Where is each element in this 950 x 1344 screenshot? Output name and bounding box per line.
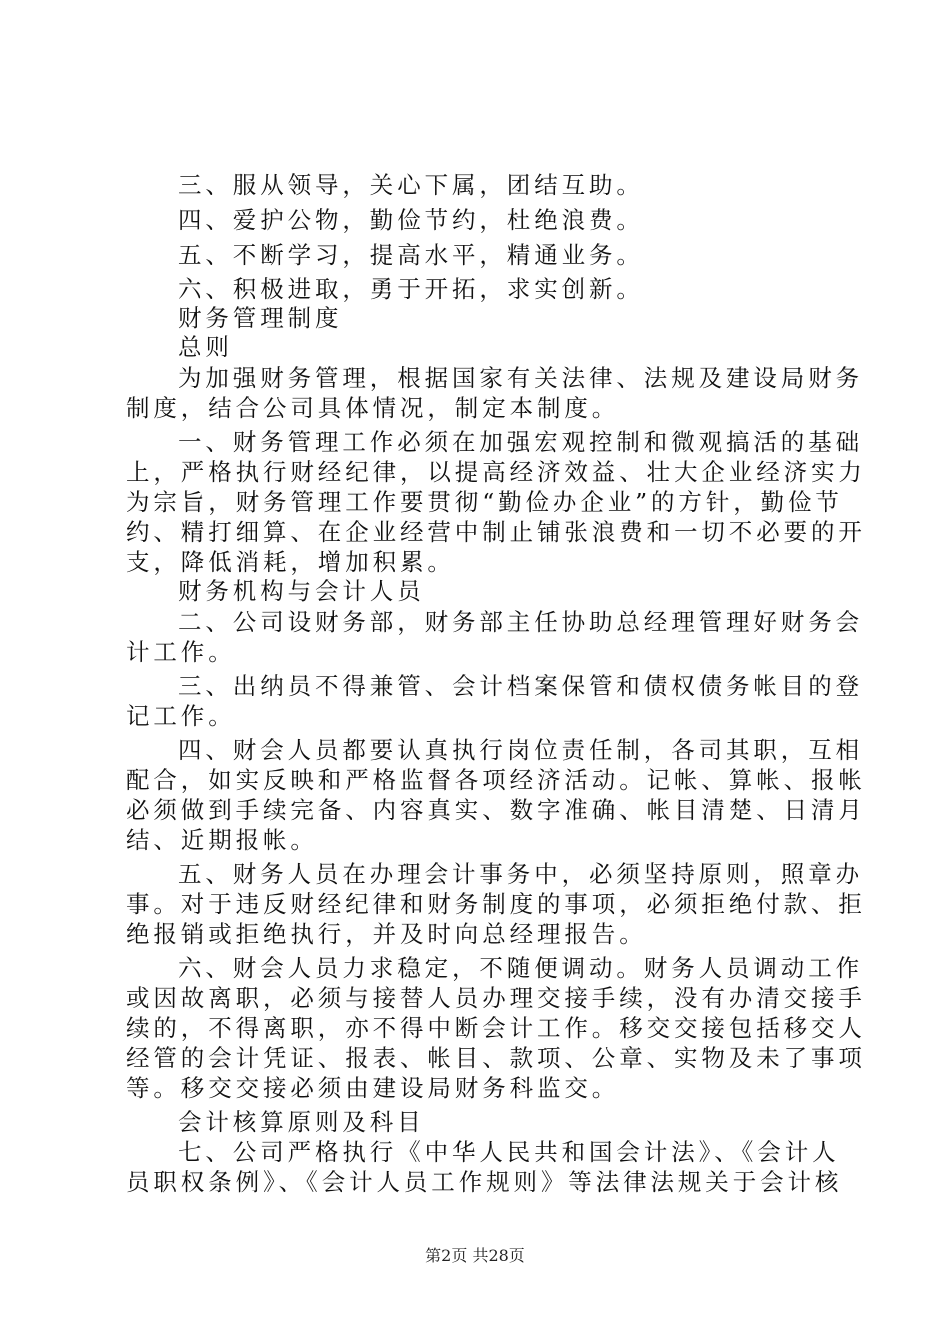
text-line: 为宗旨，财务管理工作要贯彻“勤俭办企业”的方针，勤俭节 <box>126 488 843 516</box>
text-line: 四、爱护公物，勤俭节约，杜绝浪费。 <box>178 206 644 234</box>
text-line: 五、财务人员在办理会计事务中，必须坚持原则，照章办 <box>178 860 863 888</box>
text-line: 三、服从领导，关心下属，团结互助。 <box>178 171 644 199</box>
text-line: 制度，结合公司具体情况，制定本制度。 <box>126 394 620 422</box>
page-footer: 第2页 共28页 <box>425 1246 525 1265</box>
text-line: 二、公司设财务部，财务部主任协助总经理管理好财务会 <box>178 608 863 636</box>
section-heading: 财务管理制度 <box>178 304 343 332</box>
text-line: 或因故离职，必须与接替人员办理交接手续，没有办清交接手 <box>126 984 866 1012</box>
section-heading: 财务机构与会计人员 <box>178 577 425 605</box>
text-line: 绝报销或拒绝执行，并及时向总经理报告。 <box>126 920 647 948</box>
text-line: 六、财会人员力求稳定，不随便调动。财务人员调动工作 <box>178 954 863 982</box>
section-heading: 总则 <box>178 333 233 361</box>
text-line: 经管的会计凭证、报表、帐目、款项、公章、实物及未了事项 <box>126 1044 866 1072</box>
text-line: 等。移交交接必须由建设局财务科监交。 <box>126 1074 620 1102</box>
text-line: 配合，如实反映和严格监督各项经济活动。记帐、算帐、报帐 <box>126 766 866 794</box>
text-line: 约、精打细算、在企业经营中制止铺张浪费和一切不必要的开 <box>126 518 866 546</box>
text-line: 一、财务管理工作必须在加强宏观控制和微观搞活的基础 <box>178 428 863 456</box>
text-line: 员职权条例》、《会计人员工作规则》等法律法规关于会计核 <box>126 1168 843 1196</box>
text-line: 支，降低消耗，增加积累。 <box>126 548 455 576</box>
text-line: 三、出纳员不得兼管、会计档案保管和债权债务帐目的登 <box>178 672 863 700</box>
section-heading: 会计核算原则及科目 <box>178 1108 425 1136</box>
text-line: 为加强财务管理，根据国家有关法律、法规及建设局财务 <box>178 364 863 392</box>
text-line: 必须做到手续完备、内容真实、数字准确、帐目清楚、日清月 <box>126 796 866 824</box>
text-line: 四、财会人员都要认真执行岗位责任制，各司其职，互相 <box>178 736 863 764</box>
text-line: 结、近期报帐。 <box>126 826 318 854</box>
text-line: 记工作。 <box>126 702 236 730</box>
text-line: 事。对于违反财经纪律和财务制度的事项，必须拒绝付款、拒 <box>126 890 866 918</box>
text-line: 计工作。 <box>126 638 236 666</box>
text-line: 续的，不得离职，亦不得中断会计工作。移交交接包括移交人 <box>126 1014 866 1042</box>
text-line: 五、不断学习，提高水平，精通业务。 <box>178 241 644 269</box>
text-line: 七、公司严格执行《中华人民共和国会计法》、《会计人 <box>178 1138 840 1166</box>
text-line: 上，严格执行财经纪律，以提高经济效益、壮大企业经济实力 <box>126 458 866 486</box>
text-line: 六、积极进取，勇于开拓，求实创新。 <box>178 275 644 303</box>
